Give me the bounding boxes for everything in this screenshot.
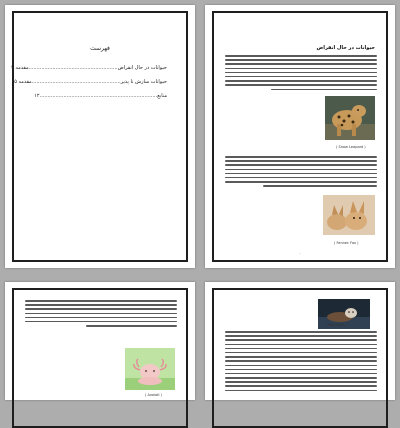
toc-entry-page: ۱۲ — [34, 93, 40, 99]
paragraph-3 — [25, 300, 177, 329]
image-caption-fox: ( Fennec Fox ) — [334, 241, 359, 245]
page-1[interactable] — [5, 5, 195, 268]
section-heading: حیوانات در حال انقراض — [316, 45, 375, 51]
page-3[interactable] — [5, 282, 195, 400]
toc-entry-page: مقدمه ۲ — [11, 65, 29, 71]
toc-entry-1[interactable] — [11, 65, 167, 71]
axolotl-image[interactable] — [125, 348, 175, 390]
toc-leader: ........................................................ — [28, 65, 118, 71]
toc-entry-title: حیوانات سازش نا پذیر — [120, 79, 167, 85]
toc-entry-title: منابع — [157, 93, 167, 99]
toc-entry-3[interactable] — [35, 93, 167, 99]
page-number: ٠ — [298, 251, 302, 256]
image-caption-otter: ( Sea Otter ) — [325, 323, 347, 327]
image-caption-leopard: ( Snow Leopard ) — [336, 145, 366, 149]
fox-image[interactable] — [323, 195, 375, 235]
page-2[interactable] — [205, 5, 395, 268]
paragraph-2 — [225, 156, 377, 190]
image-caption-axolotl: ( Axolotl ) — [145, 393, 162, 397]
toc-title: فهرست — [90, 45, 110, 52]
toc-entry-page: مقدمه ۵ — [14, 79, 32, 85]
page-4[interactable] — [205, 282, 395, 400]
toc-entry-2[interactable] — [14, 79, 167, 85]
paragraph-4 — [225, 331, 377, 394]
toc-leader: .......................................................................... — [39, 93, 158, 99]
leopard-image[interactable] — [325, 96, 375, 140]
toc-leader: ........................................................ — [31, 79, 121, 85]
toc-entry-title: حیوانات در حال انقراض — [117, 65, 167, 71]
paragraph-1 — [225, 55, 377, 93]
